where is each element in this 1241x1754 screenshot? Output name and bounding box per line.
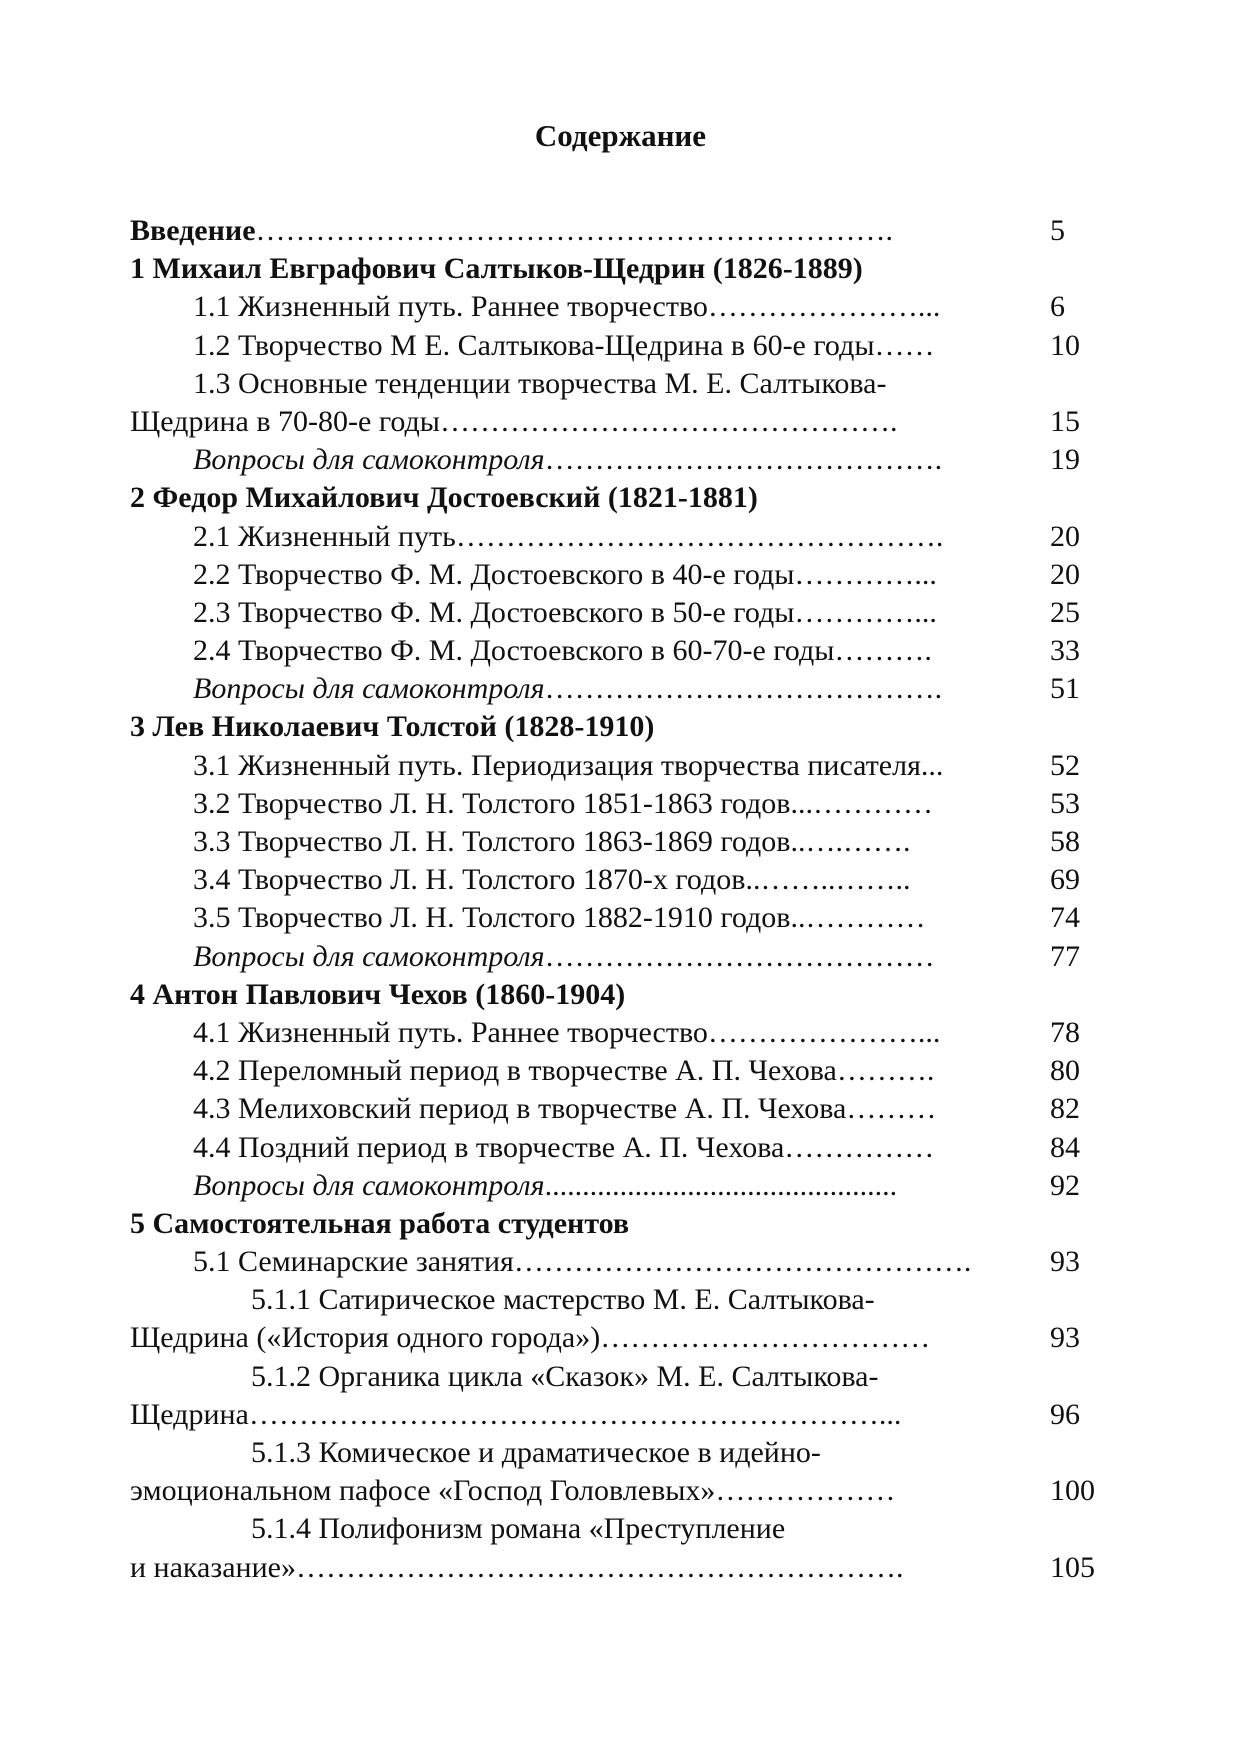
toc-entry-3-1 bbox=[130, 747, 1120, 785]
toc-entry-text: 2 Федор Михайлович Достоевский (1821-1881) bbox=[130, 481, 758, 515]
toc-entry-text: и наказание» bbox=[130, 1550, 296, 1584]
toc-entry-5-1-4-continued bbox=[130, 1549, 1120, 1587]
toc-leader: …… bbox=[874, 328, 935, 362]
toc-entry-1-2 bbox=[130, 327, 1120, 365]
toc-leader: …………………………………………. bbox=[455, 519, 944, 553]
toc-leader: ………. bbox=[836, 1054, 935, 1088]
toc-leader: ... bbox=[920, 748, 944, 782]
toc-page-number: 77 bbox=[1050, 939, 1080, 973]
toc-leader: ………. bbox=[834, 634, 932, 668]
toc-entry-text: 4 Антон Павлович Чехов (1860-1904) bbox=[130, 977, 626, 1011]
toc-page-number: 20 bbox=[1050, 557, 1080, 591]
toc-entry-questions-1 bbox=[130, 441, 1120, 479]
toc-page-number: 53 bbox=[1050, 786, 1080, 820]
toc-page-number: 5 bbox=[1050, 214, 1065, 247]
toc-entry-4-3 bbox=[130, 1090, 1120, 1128]
toc-leader: …………………………………. bbox=[544, 443, 943, 477]
toc-entry-text: 4.4 Поздний период в творчестве А. П. Чехова bbox=[193, 1130, 785, 1164]
toc-entry-text: 5 Самостоятельная работа студентов bbox=[130, 1206, 630, 1240]
toc-chapter-3 bbox=[130, 708, 1120, 746]
toc-leader: ………………………………… bbox=[544, 939, 935, 973]
toc-entry-questions-2 bbox=[130, 670, 1120, 708]
toc-entry-text: Введение bbox=[130, 214, 256, 247]
toc-chapter-4 bbox=[130, 976, 1120, 1014]
toc-entry-text: 2.3 Творчество Ф. М. Достоевского в 50-е годы bbox=[193, 595, 795, 629]
toc-entry-2-4 bbox=[130, 632, 1120, 670]
toc-entry-text: 2.1 Жизненный путь bbox=[193, 519, 456, 553]
toc-entry-2-2 bbox=[130, 556, 1120, 594]
toc-entry-5-1-1 bbox=[130, 1281, 1120, 1319]
toc-entry-questions-4 bbox=[130, 1167, 1120, 1205]
toc-entry-1-1 bbox=[130, 288, 1120, 326]
toc-entry-1-3 bbox=[130, 365, 1120, 403]
page-title: Содержание bbox=[534, 118, 707, 153]
toc-leader: ...………… bbox=[790, 786, 933, 820]
toc-leader: …………… bbox=[784, 1130, 935, 1164]
toc-entry-text: 3.4 Творчество Л. Н. Толстого 1870-х годов bbox=[193, 863, 746, 897]
toc-page-number: 100 bbox=[1050, 1474, 1095, 1508]
toc-page-number: 20 bbox=[1050, 519, 1080, 553]
toc-page-number: 58 bbox=[1050, 825, 1080, 858]
toc-leader: ………………………………………. bbox=[513, 1245, 972, 1279]
toc-entry-3-5 bbox=[130, 899, 1120, 937]
toc-entry-text: 2.2 Творчество Ф. М. Достоевского в 40-е годы bbox=[193, 557, 795, 591]
toc-entry-introduction bbox=[130, 212, 1120, 250]
toc-entry-3-3 bbox=[130, 823, 1120, 861]
toc-chapter-5 bbox=[130, 1205, 1120, 1243]
toc-leader: ……………………………………………………. bbox=[295, 1550, 904, 1584]
toc-entry-3-4 bbox=[130, 861, 1120, 899]
toc-entry-3-2 bbox=[130, 785, 1120, 823]
toc-page-number: 6 bbox=[1050, 290, 1065, 324]
toc-entry-questions-3 bbox=[130, 938, 1120, 976]
toc-entry-text: 1 Михаил Евграфович Салтыков-Щедрин (1826-1889) bbox=[130, 252, 863, 286]
toc-page-number: 10 bbox=[1050, 328, 1080, 362]
toc-leader: ..….……. bbox=[790, 825, 911, 858]
toc-entry-5-1-1-continued bbox=[130, 1319, 1120, 1357]
toc-leader: ………………………………………………………. bbox=[255, 214, 894, 247]
toc-leader: ..………… bbox=[790, 901, 926, 935]
toc-page-number: 51 bbox=[1050, 672, 1080, 706]
toc-page-number: 105 bbox=[1050, 1550, 1095, 1584]
toc-entry-1-3-continued bbox=[130, 403, 1120, 441]
toc-entry-text: 1.3 Основные тенденции творчества М. Е. Салтыкова- bbox=[193, 366, 887, 400]
toc-entry-4-2 bbox=[130, 1052, 1120, 1090]
toc-leader: …………... bbox=[794, 557, 937, 591]
toc-page-number: 82 bbox=[1050, 1092, 1080, 1126]
toc-page-number: 15 bbox=[1050, 404, 1080, 438]
toc-page-number: 78 bbox=[1050, 1015, 1080, 1049]
toc-entry-4-4 bbox=[130, 1129, 1120, 1167]
toc-chapter-2 bbox=[130, 479, 1120, 517]
toc-entry-text: Вопросы для самоконтроля bbox=[193, 1168, 545, 1202]
toc-entry-text: Вопросы для самоконтроля bbox=[193, 939, 545, 973]
toc-chapter-1 bbox=[130, 250, 1120, 288]
toc-entry-2-1 bbox=[130, 518, 1120, 556]
toc-entry-text: 3.1 Жизненный путь. Периодизация творчества писателя bbox=[193, 748, 921, 782]
toc-leader: ……………… bbox=[715, 1474, 896, 1508]
toc-page-number: 93 bbox=[1050, 1321, 1080, 1355]
toc-entry-text: 1.1 Жизненный путь. Раннее творчество bbox=[193, 290, 708, 324]
toc-entry-4-1 bbox=[130, 1014, 1120, 1052]
toc-leader: …………………... bbox=[707, 290, 941, 324]
toc-page-number: 69 bbox=[1050, 863, 1080, 897]
toc-page-number: 84 bbox=[1050, 1130, 1080, 1164]
toc-entry-text: 4.2 Переломный период в творчестве А. П. Чехова bbox=[193, 1054, 837, 1088]
toc-entry-text: 5.1.4 Полифонизм романа «Преступление bbox=[251, 1512, 786, 1546]
toc-leader: …………………... bbox=[707, 1015, 941, 1049]
toc-entry-2-3 bbox=[130, 594, 1120, 632]
toc-page-number: 92 bbox=[1050, 1168, 1080, 1202]
toc-entry-text: 5.1.2 Органика цикла «Сказок» М. Е. Салтыкова- bbox=[251, 1359, 879, 1393]
table-of-contents bbox=[130, 212, 1120, 1587]
toc-page-number: 52 bbox=[1050, 748, 1080, 782]
toc-entry-text: 2.4 Творчество Ф. М. Достоевского в 60-70-е годы bbox=[193, 634, 835, 668]
toc-leader: ………………………………………. bbox=[439, 404, 898, 438]
toc-entry-text: 5.1.1 Сатирическое мастерство М. Е. Салтыкова- bbox=[251, 1283, 875, 1317]
toc-entry-text: 5.1 Семинарские занятия bbox=[193, 1245, 514, 1279]
toc-page-number: 80 bbox=[1050, 1054, 1080, 1088]
toc-leader: …………………………… bbox=[600, 1321, 931, 1355]
toc-entry-5-1-3 bbox=[130, 1434, 1120, 1472]
toc-entry-text: Щедрина («История одного города») bbox=[130, 1321, 601, 1355]
toc-page-number: 96 bbox=[1050, 1397, 1080, 1431]
toc-page-number: 74 bbox=[1050, 901, 1080, 935]
toc-entry-5-1-3-continued bbox=[130, 1472, 1120, 1510]
toc-entry-text: 4.1 Жизненный путь. Раннее творчество bbox=[193, 1015, 708, 1049]
toc-leader: ............................................... bbox=[544, 1168, 898, 1202]
toc-entry-text: 3.3 Творчество Л. Н. Толстого 1863-1869 годов bbox=[193, 825, 791, 858]
toc-entry-5-1 bbox=[130, 1243, 1120, 1281]
toc-page-number: 33 bbox=[1050, 634, 1080, 668]
toc-leader: ……… bbox=[846, 1092, 937, 1126]
toc-leader: ..……..…….. bbox=[745, 863, 911, 897]
toc-entry-5-1-2-continued bbox=[130, 1396, 1120, 1434]
toc-entry-5-1-2 bbox=[130, 1358, 1120, 1396]
toc-entry-text: 3 Лев Николаевич Толстой (1828-1910) bbox=[130, 710, 655, 744]
toc-entry-text: 1.2 Творчество М Е. Салтыкова-Щедрина в 60-е годы bbox=[193, 328, 875, 362]
toc-page-number: 93 bbox=[1050, 1245, 1080, 1279]
toc-page-number: 19 bbox=[1050, 443, 1080, 477]
toc-leader: …………………………………. bbox=[544, 672, 943, 706]
toc-entry-text: 5.1.3 Комическое и драматическое в идейно- bbox=[251, 1436, 821, 1469]
toc-entry-text: Щедрина в 70-80-е годы bbox=[130, 404, 440, 438]
toc-entry-text: 4.3 Мелиховский период в творчестве А. П. Чехова bbox=[193, 1092, 847, 1126]
toc-entry-text: Вопросы для самоконтроля bbox=[193, 443, 545, 477]
toc-page-number: 25 bbox=[1050, 595, 1080, 629]
toc-entry-5-1-4 bbox=[130, 1510, 1120, 1548]
toc-leader: ………………………………………………………... bbox=[248, 1397, 902, 1431]
toc-entry-text: 3.2 Творчество Л. Н. Толстого 1851-1863 годов bbox=[193, 786, 791, 820]
toc-leader: …………... bbox=[794, 595, 937, 629]
toc-entry-text: Щедрина bbox=[130, 1397, 249, 1431]
toc-entry-text: эмоциональном пафосе «Господ Головлевых» bbox=[130, 1474, 716, 1508]
toc-entry-text: Вопросы для самоконтроля bbox=[193, 672, 545, 706]
toc-entry-text: 3.5 Творчество Л. Н. Толстого 1882-1910 годов bbox=[193, 901, 791, 935]
